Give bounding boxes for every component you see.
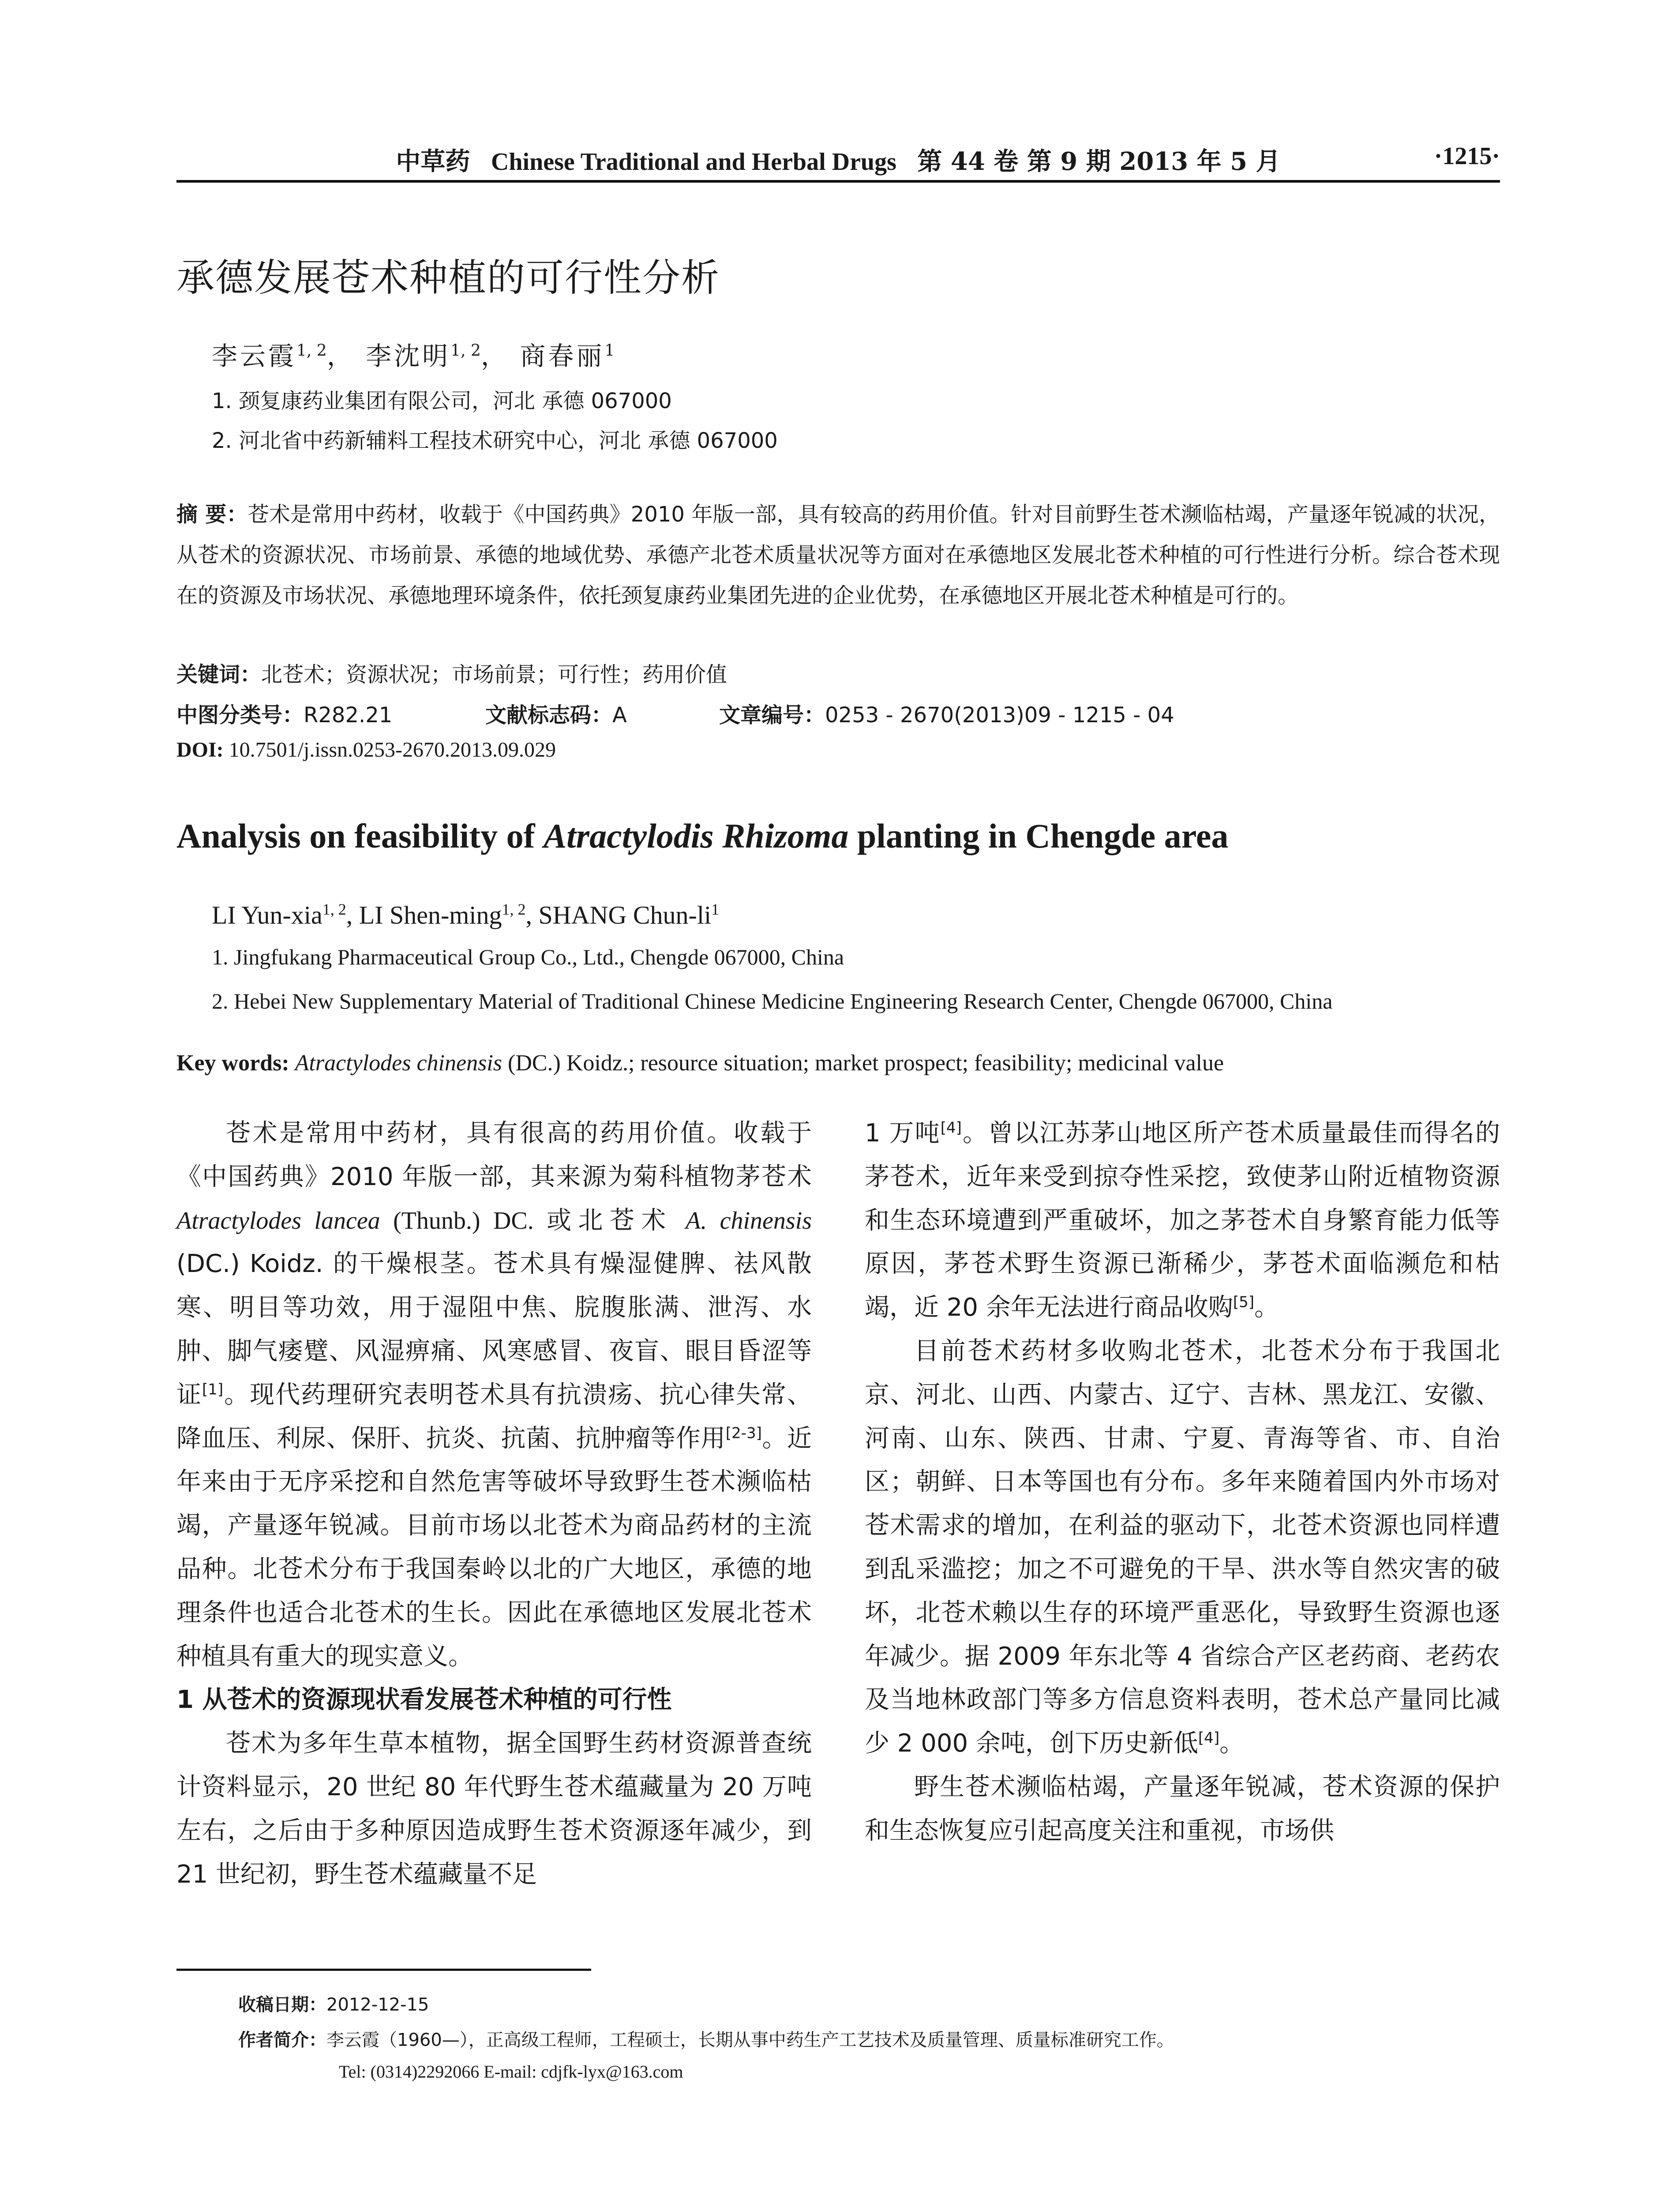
- title-zh: 承德发展苍术种植的可行性分析: [176, 256, 720, 300]
- text-run: (DC.) Koidz. 的干燥根茎。苍术具有燥湿健脾、祛风散寒、明目等功效，用于湿阻中焦、脘腹胀满、泄泻、水肿、脚气痿躄、风湿痹痛、风寒感冒、夜盲、眼目昏涩等证: [176, 1249, 812, 1409]
- text-run: 苍术是常用中药材，具有很高的药用价值。收载于《中国药典》2010 年版一部，其来源为菊科植物茅苍术: [176, 1119, 812, 1191]
- document-code-label: 文献标志码：: [485, 703, 613, 728]
- document-code: [485, 698, 627, 728]
- keywords-en-species: Atractylodes chinensis: [295, 1050, 502, 1076]
- title-en-species: Atractylodis Rhizoma: [544, 817, 849, 855]
- body-column-right: [865, 1112, 1500, 1853]
- author-name: 商春丽: [520, 341, 605, 371]
- author-name: 李沈明: [366, 341, 451, 371]
- author-name: SHANG Chun-li: [538, 900, 712, 930]
- author-bio-label: 作者简介：: [238, 2030, 326, 2050]
- citation-ref[interactable]: [4]: [940, 1119, 962, 1137]
- text-run: 。曾以江苏茅山地区所产苍术质量最佳而得名的茅苍术，近年来受到掠夺性采挖，致使茅山附近植物资源和生态环境遭到严重破坏，加之茅苍术自身繁育能力低等原因，茅苍术野生资源已渐稀少，茅苍术面临濒危和枯竭，近 20 余年无法进行商品收购: [865, 1119, 1500, 1322]
- abstract-label: 摘 要：: [176, 502, 248, 527]
- author-name: 李云霞: [212, 341, 297, 371]
- clc-label: 中图分类号：: [176, 703, 304, 728]
- affiliation-en-1: 1. Jingfukang Pharmaceutical Group Co., Ltd., Chengde 067000, China: [212, 945, 844, 969]
- author-bio-text: 李云霞（1960—），正高级工程师，工程硕士，长期从事中药生产工艺技术及质量管理、质量标准研究工作。: [326, 2030, 1174, 2050]
- clc-number: [176, 698, 392, 728]
- received-date: [238, 1991, 429, 2016]
- authors-en: LI Yun-xia$^{1, 2}$, LI Shen-ming$^{1, 2}$, SHANG Chun-$li^1$: [212, 900, 720, 930]
- journal-line: [176, 142, 1500, 177]
- author-affiliation-mark: 1, 2: [450, 341, 481, 360]
- section-heading-1: 1 从苍术的资源现状看发展苍术种植的可行性: [176, 1685, 672, 1715]
- citation-ref[interactable]: [2-3]: [725, 1424, 762, 1442]
- affiliation-en-2: 2. Hebei New Supplementary Material of Traditional Chinese Medicine Engineering Research Center, Chengde 067000, China: [212, 989, 1333, 1013]
- author-bio: [238, 2026, 1174, 2051]
- journal-name-en: Chinese Traditional and Herbal Drugs: [491, 148, 896, 176]
- clc-value: R282.21: [304, 703, 393, 728]
- issue-info: 第 44 卷 第 9 期 2013 年 5 月: [917, 147, 1281, 176]
- keywords-en: [176, 1050, 1224, 1076]
- keywords-zh-label: 关键词：: [176, 662, 262, 687]
- affiliation-zh-2: 2. 河北省中药新辅料工程技术研究中心，河北 承德 067000: [212, 428, 778, 453]
- header-rule: [176, 180, 1500, 183]
- doi-line: [176, 738, 556, 762]
- abstract-text: 苍术是常用中药材，收载于《中国药典》2010 年版一部，具有较高的药用价值。针对目前野生苍术濒临枯竭，产量逐年锐减的状况，从苍术的资源状况、市场前景、承德的地域优势、承德产北苍术质量状况等方面对在承德地区发展北苍术种植的可行性进行分析。综合苍术现在的资源及市场状况、承德地理环境条件，依托颈复康药业集团先进的企业优势，在承德地区开展北苍术种植是可行的。: [176, 502, 1500, 608]
- keywords-en-text: (DC.) Koidz.; resource situation; market prospect; feasibility; medicinal value: [502, 1050, 1224, 1076]
- footnote-rule: [176, 1969, 591, 1971]
- body-paragraph: 野生苍术濒临枯竭，产量逐年锐减，苍术资源的保护和生态恢复应引起高度关注和重视，市场供: [865, 1772, 1500, 1845]
- journal-name-zh: 中草药: [396, 147, 470, 176]
- body-column-left: [176, 1112, 812, 1896]
- text-run: 。现代药理研究表明苍术具有抗溃疡、抗心律失常、降血压、利尿、保肝、抗炎、抗菌、抗肿瘤等作用: [176, 1380, 812, 1453]
- citation-ref[interactable]: [4]: [1198, 1729, 1220, 1747]
- species-name: Atractylodes lancea: [176, 1207, 380, 1234]
- document-code-value: A: [612, 703, 627, 728]
- citation-ref[interactable]: [1]: [202, 1381, 224, 1399]
- text-run: 。: [1254, 1293, 1279, 1322]
- title-en-part: planting in Chengde area: [848, 817, 1229, 855]
- author-affiliation-mark: 1: [711, 900, 720, 918]
- author-name: LI Yun-xia: [212, 900, 322, 930]
- author-affiliation-mark: 1, 2: [322, 900, 346, 918]
- keywords-en-label: Key words:: [176, 1050, 289, 1076]
- species-name: A. chinensis: [686, 1207, 812, 1234]
- received-date-label: 收稿日期：: [238, 1995, 326, 2015]
- text-run: (Thunb.) DC. 或北苍术: [380, 1207, 686, 1234]
- title-en: [176, 816, 1228, 856]
- body-paragraph: [865, 1112, 1500, 1330]
- article-number-value: 0253 - 2670(2013)09 - 1215 - 04: [825, 703, 1174, 728]
- keywords-zh-text: 北苍术；资源状况；市场前景；可行性；药用价值: [261, 662, 728, 687]
- received-date-value: 2012-12-15: [326, 1995, 429, 2015]
- author-affiliation-mark: 1, 2: [296, 341, 327, 360]
- page-number: ·1215·: [1434, 143, 1500, 170]
- affiliation-zh-1: 1. 颈复康药业集团有限公司，河北 承德 067000: [212, 389, 672, 413]
- body-paragraph: 苍术为多年生草本植物，据全国野生药材资源普查统计资料显示，20 世纪 80 年代野生苍术蕴藏量为 20 万吨左右，之后由于多种原因造成野生苍术资源逐年减少，到 21 世纪初，野生苍术蕴藏量不足: [176, 1729, 812, 1889]
- doi-link[interactable]: 10.7501/j.issn.0253-2670.2013.09.029: [229, 738, 556, 762]
- contact-info: Tel: (0314)2292066 E-mail: cdjfk-lyx@163.com: [339, 2062, 683, 2082]
- text-run: 。: [1219, 1729, 1245, 1758]
- body-paragraph: [176, 1112, 812, 1678]
- author-name: LI Shen-ming: [359, 900, 502, 930]
- article-number: [719, 698, 1174, 728]
- classification-line: [176, 698, 1500, 729]
- keywords-zh: [176, 657, 727, 688]
- citation-ref[interactable]: [5]: [1233, 1293, 1255, 1311]
- text-run: 目前苍术药材多收购北苍术，北苍术分布于我国北京、河北、山西、内蒙古、辽宁、吉林、黑龙江、安徽、河南、山东、陕西、甘肃、宁夏、青海等省、市、自治区；朝鲜、日本等国也有分布。多年来随着国内外市场对苍术需求的增加，在利益的驱动下，北苍术资源也同样遭到乱采滥挖；加之不可避免的干旱、洪水等自然灾害的破坏，北苍术赖以生存的环境严重恶化，导致野生资源也逐年减少。据 2009 年东北等 4 省综合产区老药商、老药农及当地林政部门等多方信息资料表明，苍术总产量同比减少 2 000 余吨，创下历史新低: [865, 1336, 1500, 1758]
- text-run: 。近年来由于无序采挖和自然危害等破坏导致野生苍术濒临枯竭，产量逐年锐减。目前市场以北苍术为商品药材的主流品种。北苍术分布于我国秦岭以北的广大地区，承德的地理条件也适合北苍术的生长。因此在承德地区发展北苍术种植具有重大的现实意义。: [176, 1424, 812, 1671]
- authors-zh: 李云霞$^{1, 2}$， 李沈明$^{1, 2}$， 商春丽$^1$: [212, 341, 615, 371]
- author-affiliation-mark: 1: [604, 341, 615, 360]
- author-affiliation-mark: 1, 2: [502, 900, 526, 918]
- title-en-part: Analysis on feasibility of: [176, 817, 544, 855]
- article-number-label: 文章编号：: [719, 703, 825, 728]
- body-paragraph: [865, 1330, 1500, 1766]
- running-header: [176, 132, 1500, 181]
- abstract-zh: [176, 494, 1500, 616]
- doi-label: DOI:: [176, 738, 224, 762]
- text-run: 1 万吨: [865, 1119, 941, 1148]
